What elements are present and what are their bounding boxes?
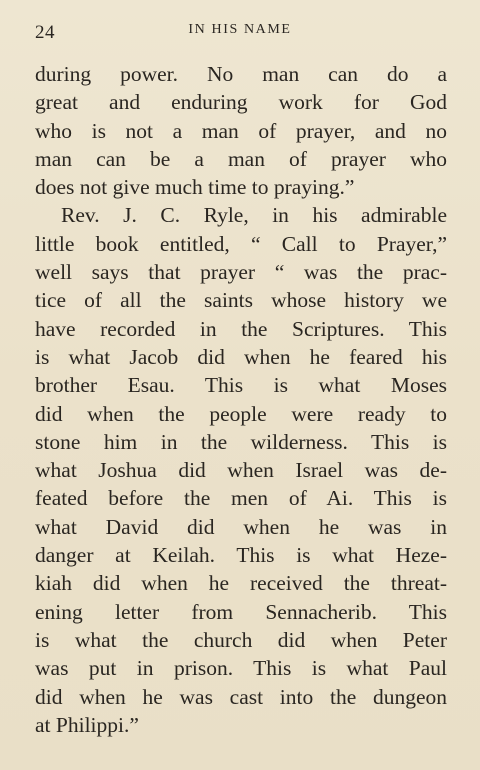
text-line: what David did when he was in [35, 514, 447, 539]
text-line: kiah did when he received the threat- [35, 571, 447, 596]
text-line: stone him in the wilderness. This is [35, 429, 447, 454]
text-line: at Philippi.” [35, 712, 139, 737]
text-line: danger at Keilah. This is what Heze- [35, 543, 447, 568]
running-head [0, 18, 480, 44]
text-line: feated before the men of Ai. This is [35, 486, 447, 511]
text-line: well says that prayer “ was the prac- [35, 260, 447, 285]
text-line: does not give much time to praying.” [35, 175, 355, 200]
page-number: 24 [35, 22, 55, 43]
text-line: what Joshua did when Israel was de- [35, 458, 447, 483]
text-line: tice of all the saints whose history we [35, 288, 447, 313]
text-line: did when he was cast into the dungeon [35, 684, 447, 709]
text-line: was put in prison. This is what Paul [35, 656, 447, 681]
text-line: who is not a man of prayer, and no [35, 118, 447, 143]
body-text [35, 60, 447, 739]
paragraph-start-line: Rev. J. C. Ryle, in his admirable [61, 203, 447, 228]
text-line: great and enduring work for God [35, 90, 447, 115]
text-line: man can be a man of prayer who [35, 146, 447, 171]
text-line: little book entitled, “ Call to Prayer,” [35, 231, 447, 256]
text-line: is what Jacob did when he feared his [35, 344, 447, 369]
running-title: IN HIS NAME [188, 22, 292, 37]
text-line: during power. No man can do a [35, 62, 447, 86]
text-line: did when the people were ready to [35, 401, 447, 426]
text-line: ening letter from Sennacherib. This [35, 599, 447, 624]
text-line: is what the church did when Peter [35, 627, 447, 652]
text-line: have recorded in the Scriptures. This [35, 316, 447, 341]
text-line: brother Esau. This is what Moses [35, 373, 447, 398]
